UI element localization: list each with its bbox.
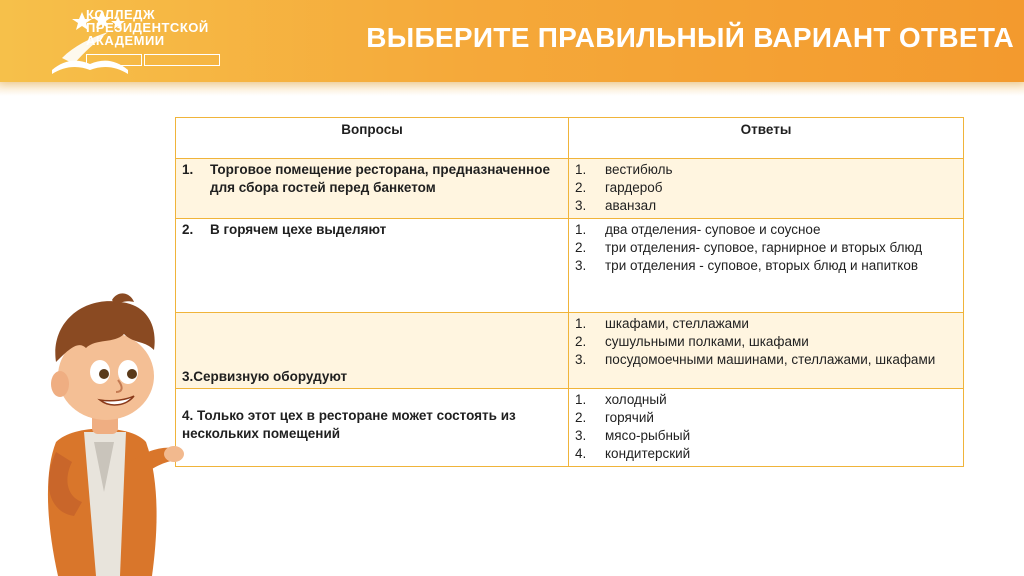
- header-shadow: [0, 82, 1024, 96]
- answer-list: [575, 315, 957, 369]
- answer-option[interactable]: [575, 197, 957, 215]
- answer-text: шкафами, стеллажами: [605, 316, 749, 331]
- column-header-answers: Ответы: [569, 118, 964, 159]
- answer-number: 4.: [575, 446, 587, 461]
- answer-option[interactable]: [575, 239, 957, 257]
- table-row: [176, 159, 964, 219]
- answer-number: 3.: [575, 198, 587, 213]
- logo-tagline: [86, 54, 220, 64]
- logo-line-2: ПРЕЗИДЕНТСКОЙ: [86, 20, 209, 35]
- table-row: [176, 313, 964, 389]
- answer-text: вестибюль: [605, 162, 673, 177]
- answer-option[interactable]: [575, 333, 957, 351]
- question-text: 3.Сервизную оборудуют: [182, 369, 348, 384]
- answer-text: мясо-рыбный: [605, 428, 691, 443]
- answer-text: аванзал: [605, 198, 657, 213]
- answer-number: 2.: [575, 334, 587, 349]
- cartoon-boy-illustration: [34, 292, 184, 576]
- question-number: 1.: [182, 162, 194, 177]
- answer-number: 2.: [575, 410, 587, 425]
- table-row: [176, 219, 964, 313]
- answers-cell: [569, 219, 964, 313]
- answer-text: сушульными полками, шкафами: [605, 334, 809, 349]
- answer-option[interactable]: [575, 409, 957, 427]
- answer-number: 3.: [575, 428, 587, 443]
- answer-text: холодный: [605, 392, 667, 407]
- answer-list: [575, 221, 957, 275]
- question-text: В горячем цехе выделяют: [210, 222, 387, 237]
- answers-cell: [569, 389, 964, 467]
- logo-line-3: АКАДЕМИИ: [86, 33, 165, 48]
- question-cell: [176, 159, 569, 219]
- question-cell: [176, 389, 569, 467]
- answer-option[interactable]: [575, 221, 957, 239]
- answer-list: [575, 161, 957, 215]
- answer-number: 2.: [575, 240, 587, 255]
- answer-option[interactable]: [575, 391, 957, 409]
- answer-number: 2.: [575, 180, 587, 195]
- answer-number: 3.: [575, 352, 587, 367]
- answer-option[interactable]: [575, 179, 957, 197]
- answer-number: 1.: [575, 316, 587, 331]
- answers-cell: [569, 159, 964, 219]
- question-cell: [176, 313, 569, 389]
- header-banner: [0, 0, 1024, 82]
- answer-list: [575, 391, 957, 463]
- question: [182, 221, 562, 239]
- logo-line-1: КОЛЛЕДЖ: [86, 7, 156, 22]
- answer-text: гардероб: [605, 180, 663, 195]
- question: [182, 161, 562, 197]
- question-text: Торговое помещение ресторана, предназначенное для сбора гостей перед банкетом: [210, 162, 550, 195]
- answer-number: 1.: [575, 162, 587, 177]
- question-cell: [176, 219, 569, 313]
- answer-text: горячий: [605, 410, 654, 425]
- column-header-questions: Вопросы: [176, 118, 569, 159]
- answer-text: кондитерский: [605, 446, 691, 461]
- answer-number: 1.: [575, 392, 587, 407]
- answers-cell: [569, 313, 964, 389]
- quiz-table: [175, 117, 964, 467]
- table-row: [176, 389, 964, 467]
- answer-number: 1.: [575, 222, 587, 237]
- answer-option[interactable]: [575, 315, 957, 333]
- answer-text: три отделения- суповое, гарнирное и вторых блюд: [605, 240, 923, 255]
- answer-number: 3.: [575, 258, 587, 273]
- answer-option[interactable]: [575, 257, 957, 275]
- question-text: 4. Только этот цех в ресторане может состоять из нескольких помещений: [182, 408, 516, 441]
- answer-option[interactable]: [575, 445, 957, 463]
- answer-option[interactable]: [575, 351, 957, 369]
- answer-option[interactable]: [575, 161, 957, 179]
- answer-option[interactable]: [575, 427, 957, 445]
- page-title: ВЫБЕРИТЕ ПРАВИЛЬНЫЙ ВАРИАНТ ОТВЕТА: [366, 22, 1014, 53]
- answer-text: два отделения- суповое и соусное: [605, 222, 821, 237]
- answer-text: посудомоечными машинами, стеллажами, шкафами: [605, 352, 936, 367]
- logo-tag-1: [86, 54, 142, 66]
- table-header-row: [176, 118, 964, 159]
- question-number: 2.: [182, 222, 194, 237]
- logo-text: [86, 8, 209, 47]
- answer-text: три отделения - суповое, вторых блюд и напитков: [605, 258, 919, 273]
- logo-tag-2: [144, 54, 220, 66]
